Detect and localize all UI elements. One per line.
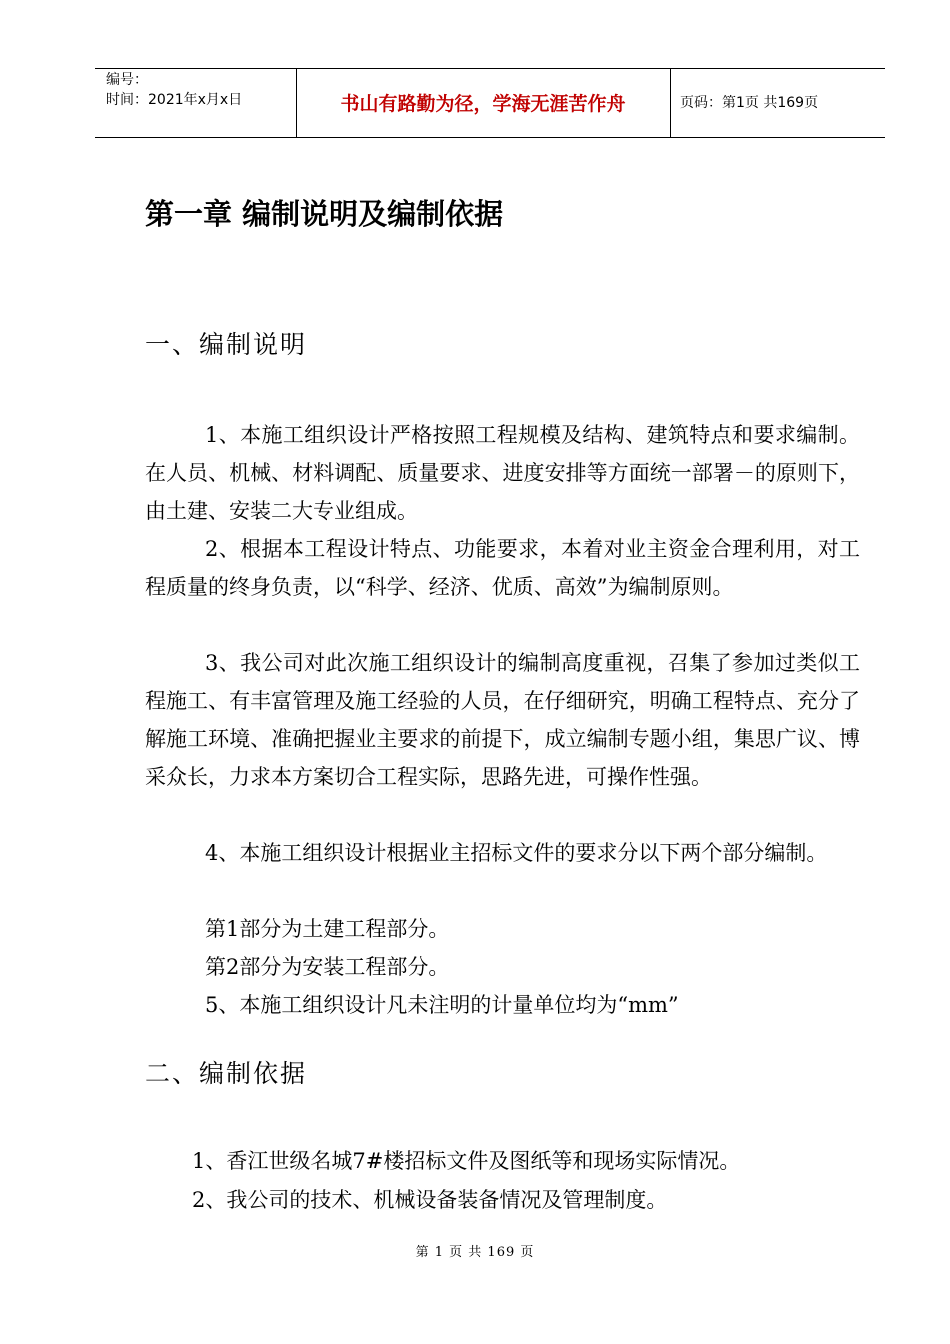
document-time-label: 时间：2021年x月x日 bbox=[106, 92, 243, 108]
paragraph-item-5: 5、本施工组织设计凡未注明的计量单位均为“mm” bbox=[205, 993, 679, 1017]
basis-item-2: 2、我公司的技术、机械设备装备情况及管理制度。 bbox=[192, 1188, 668, 1212]
paragraph-item-1: 1、本施工组织设计严格按照工程规模及结构、建筑特点和要求编制。在人员、机械、材料调配、质量要求、进度安排等方面统一部署－的原则下，由土建、安装二大专业组成。 bbox=[145, 423, 860, 523]
basis-item-1: 1、香江世级名城7#楼招标文件及图纸等和现场实际情况。 bbox=[192, 1149, 741, 1173]
paragraph-item-4: 4、本施工组织设计根据业主招标文件的要求分以下两个部分编制。 bbox=[205, 841, 828, 865]
header-info-cell bbox=[95, 69, 297, 137]
sub-item-part-2: 第2部分为安装工程部分。 bbox=[205, 955, 450, 979]
header-motto: 书山有路勤为径，学海无涯苦作舟 bbox=[340, 93, 626, 115]
document-number-label: 编号： bbox=[106, 72, 148, 88]
page-footer: 第 1 页 共 169 页 bbox=[415, 1245, 535, 1260]
document-header bbox=[95, 68, 885, 138]
sub-item-part-1: 第1部分为土建工程部分。 bbox=[205, 917, 450, 941]
header-page-info: 页码：第1页 共169页 bbox=[680, 95, 819, 111]
section-heading-explanation: 一、编制说明 bbox=[145, 330, 308, 359]
section-heading-basis: 二、编制依据 bbox=[145, 1059, 308, 1088]
paragraph-item-2: 2、根据本工程设计特点、功能要求，本着对业主资金合理利用，对工程质量的终身负责，以“科学、经济、优质、高效”为编制原则。 bbox=[145, 537, 860, 599]
header-motto-cell bbox=[296, 69, 671, 137]
chapter-title: 第一章 编制说明及编制依据 bbox=[145, 197, 504, 231]
header-page-cell bbox=[670, 69, 885, 137]
paragraph-item-3: 3、我公司对此次施工组织设计的编制高度重视，召集了参加过类似工程施工、有丰富管理及施工经验的人员，在仔细研究，明确工程特点、充分了解施工环境、准确把握业主要求的前提下，成立编制专题小组，集思广议、博采众长，力求本方案切合工程实际，思路先进，可操作性强。 bbox=[145, 651, 860, 789]
